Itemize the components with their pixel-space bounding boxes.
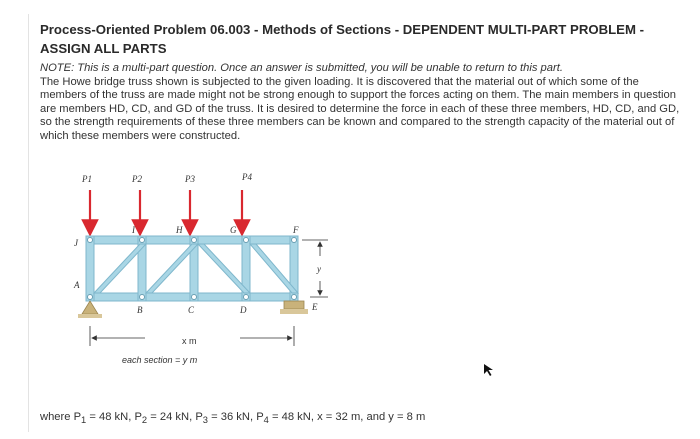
section-note: each section = y m	[122, 355, 198, 365]
node-label-e: E	[312, 302, 318, 312]
p4-value: 48 kN	[281, 411, 311, 423]
node-label-h: H	[176, 225, 183, 235]
node-label-i: I	[132, 225, 135, 235]
node-label-j: J	[74, 238, 78, 248]
mouse-cursor-icon	[484, 364, 494, 376]
load-label-p2: P2	[132, 174, 142, 184]
load-label-p3: P3	[185, 174, 195, 184]
problem-title: Process-Oriented Problem 06.003 - Methods of Sections - DEPENDENT MULTI-PART PROBLEM - ASSIGN ALL PARTS	[40, 22, 645, 56]
load-label-p4: P4	[242, 172, 252, 182]
problem-note	[40, 62, 685, 144]
roller-support	[280, 301, 308, 314]
y-dimension	[302, 240, 328, 297]
x-value: 32 m	[335, 411, 361, 423]
howe-truss-figure	[60, 160, 350, 375]
node-label-d: D	[240, 305, 247, 315]
y-dimension-label: y	[317, 264, 321, 274]
given-values: where $P_1 = 48$ kN, $P_2 = 24$ kN, $P_3 = 36$ kN, $P_4 = 48$ kN, x = 32 m, and y = 8 m	[40, 411, 426, 426]
note-lead: NOTE: This is a multi-part question. Once an answer is submitted, you will be unable to return to this part.	[40, 62, 563, 74]
node-label-f: F	[293, 225, 299, 235]
node-label-g: G	[230, 225, 237, 235]
note-body: The Howe bridge truss shown is subjected to the given loading. It is discovered that the material out of which some of the members of the truss are made might not be strong enough to support the forces acting on them. The main members in question are members HD, CD, and GD of the truss. It is desired to determine the force in each of these three members, HD, CD, and GD, so the strength requirements of these three members can be known and compared to the strength capacity of the material out of which these members were constructed.	[40, 75, 680, 142]
node-label-c: C	[188, 305, 195, 315]
x-dimension-label: x m	[182, 336, 197, 346]
y-value: 8 m	[406, 411, 426, 423]
node-label-a: A	[74, 280, 80, 290]
node-label-b: B	[137, 305, 143, 315]
load-label-p1: P1	[82, 174, 92, 184]
p2-value: 24 kN	[159, 411, 190, 423]
p3-value: 36 kN	[220, 411, 250, 423]
load-arrows	[90, 190, 242, 228]
p1-value: 48 kN	[99, 411, 129, 423]
pin-support	[78, 301, 102, 318]
truss-members	[86, 236, 298, 301]
